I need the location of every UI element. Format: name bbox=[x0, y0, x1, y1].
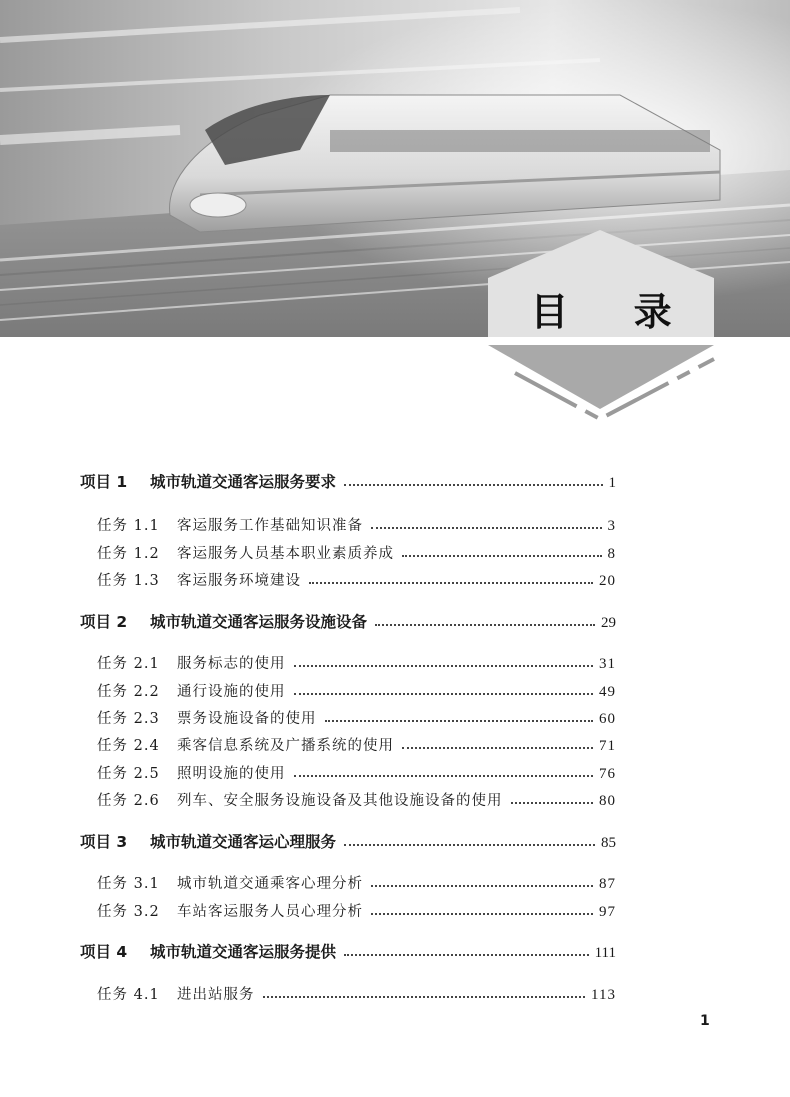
toc-entry-title: 城市轨道交通客运服务要求 bbox=[150, 473, 337, 491]
toc-entry-page: 20 bbox=[599, 573, 616, 589]
toc-task-entry[interactable] bbox=[80, 513, 616, 535]
toc-entry-number: 项目 2 bbox=[80, 613, 128, 631]
toc-entry-number: 任务 3.1 bbox=[97, 876, 160, 892]
toc-leader-dots bbox=[344, 484, 602, 486]
toc-entry-number: 任务 2.6 bbox=[97, 793, 160, 809]
toc-entry-number: 任务 1.1 bbox=[97, 518, 160, 534]
toc-entry-title: 客运服务人员基本职业素质养成 bbox=[177, 546, 394, 562]
toc-entry-number: 任务 1.3 bbox=[97, 573, 160, 589]
toc-entry-number: 任务 2.1 bbox=[97, 656, 160, 672]
toc-entry-title: 城市轨道交通乘客心理分析 bbox=[177, 876, 363, 892]
toc-entry-number: 任务 1.2 bbox=[97, 546, 160, 562]
toc-entry-page: 29 bbox=[601, 615, 616, 631]
toc-entry-title: 城市轨道交通客运服务设施设备 bbox=[150, 613, 368, 631]
toc-task-entry[interactable] bbox=[80, 651, 616, 673]
toc-entry-title: 客运服务工作基础知识准备 bbox=[177, 518, 363, 534]
toc-leader-dots bbox=[371, 913, 593, 915]
toc-entry-page: 85 bbox=[601, 835, 616, 851]
toc-task-entry[interactable] bbox=[80, 788, 616, 810]
toc-entry-title: 城市轨道交通客运心理服务 bbox=[150, 833, 337, 851]
toc-entry-page: 49 bbox=[599, 684, 616, 700]
toc-entry-number: 任务 4.1 bbox=[97, 987, 160, 1003]
toc-entry-number: 任务 2.2 bbox=[97, 684, 160, 700]
toc-entry-page: 111 bbox=[594, 945, 616, 961]
toc-entry-page: 60 bbox=[599, 711, 616, 727]
chevron-decoration bbox=[0, 337, 790, 427]
toc-entry-number: 项目 1 bbox=[80, 473, 128, 491]
toc-entry-page: 97 bbox=[599, 904, 616, 920]
toc-leader-dots bbox=[402, 555, 602, 557]
toc-task-entry[interactable] bbox=[80, 568, 616, 590]
toc-entry-title: 服务标志的使用 bbox=[177, 656, 286, 672]
toc-task-entry[interactable] bbox=[80, 761, 616, 783]
toc-entry-page: 76 bbox=[599, 766, 616, 782]
toc-task-entry[interactable] bbox=[80, 706, 616, 728]
toc-entry-title: 乘客信息系统及广播系统的使用 bbox=[177, 738, 394, 754]
toc-entry-page: 113 bbox=[591, 987, 616, 1003]
toc-task-entry[interactable] bbox=[80, 679, 616, 701]
toc-entry-title: 进出站服务 bbox=[177, 987, 255, 1003]
toc-task-entry[interactable] bbox=[80, 871, 616, 893]
toc-leader-dots bbox=[371, 885, 593, 887]
toc-entry-page: 31 bbox=[599, 656, 616, 672]
toc-entry-page: 1 bbox=[608, 475, 616, 491]
toc-leader-dots bbox=[325, 720, 594, 722]
toc-entry-title: 城市轨道交通客运服务提供 bbox=[150, 943, 337, 961]
toc-leader-dots bbox=[375, 624, 595, 626]
toc-entry-number: 任务 2.3 bbox=[97, 711, 160, 727]
toc-task-entry[interactable] bbox=[80, 982, 616, 1004]
toc-task-entry[interactable] bbox=[80, 733, 616, 755]
toc-entry-title: 车站客运服务人员心理分析 bbox=[177, 904, 363, 920]
toc-entry-title: 通行设施的使用 bbox=[177, 684, 286, 700]
page-number: 1 bbox=[700, 1013, 710, 1029]
toc-entry-number: 任务 2.5 bbox=[97, 766, 160, 782]
toc-leader-dots bbox=[294, 665, 594, 667]
toc-entry-number: 项目 3 bbox=[80, 833, 128, 851]
toc-leader-dots bbox=[294, 693, 594, 695]
toc-project-entry[interactable] bbox=[80, 940, 616, 962]
toc-leader-dots bbox=[511, 802, 594, 804]
toc-project-entry[interactable] bbox=[80, 830, 616, 852]
toc-entry-page: 71 bbox=[599, 738, 616, 754]
toc-leader-dots bbox=[344, 954, 589, 956]
toc-task-entry[interactable] bbox=[80, 899, 616, 921]
toc-entry-number: 任务 2.4 bbox=[97, 738, 160, 754]
toc-entry-page: 80 bbox=[599, 793, 616, 809]
toc-entry-title: 照明设施的使用 bbox=[177, 766, 286, 782]
toc-leader-dots bbox=[309, 582, 593, 584]
toc-leader-dots bbox=[344, 844, 595, 846]
toc-project-entry[interactable] bbox=[80, 470, 616, 492]
toc-leader-dots bbox=[402, 747, 593, 749]
toc-leader-dots bbox=[371, 527, 602, 529]
page-title: 目 录 bbox=[530, 289, 698, 334]
toc-project-entry[interactable] bbox=[80, 610, 616, 632]
toc-entry-number: 项目 4 bbox=[80, 943, 128, 961]
toc-leader-dots bbox=[294, 775, 594, 777]
toc-entry-title: 列车、安全服务设施设备及其他设施设备的使用 bbox=[177, 793, 503, 809]
toc-task-entry[interactable] bbox=[80, 541, 616, 563]
toc-entry-page: 3 bbox=[607, 518, 616, 534]
toc-entry-page: 87 bbox=[599, 876, 616, 892]
toc-entry-title: 票务设施设备的使用 bbox=[177, 711, 317, 727]
toc-entry-title: 客运服务环境建设 bbox=[177, 573, 301, 589]
toc-entry-page: 8 bbox=[607, 546, 616, 562]
toc-entry-number: 任务 3.2 bbox=[97, 904, 160, 920]
toc-leader-dots bbox=[263, 996, 586, 998]
